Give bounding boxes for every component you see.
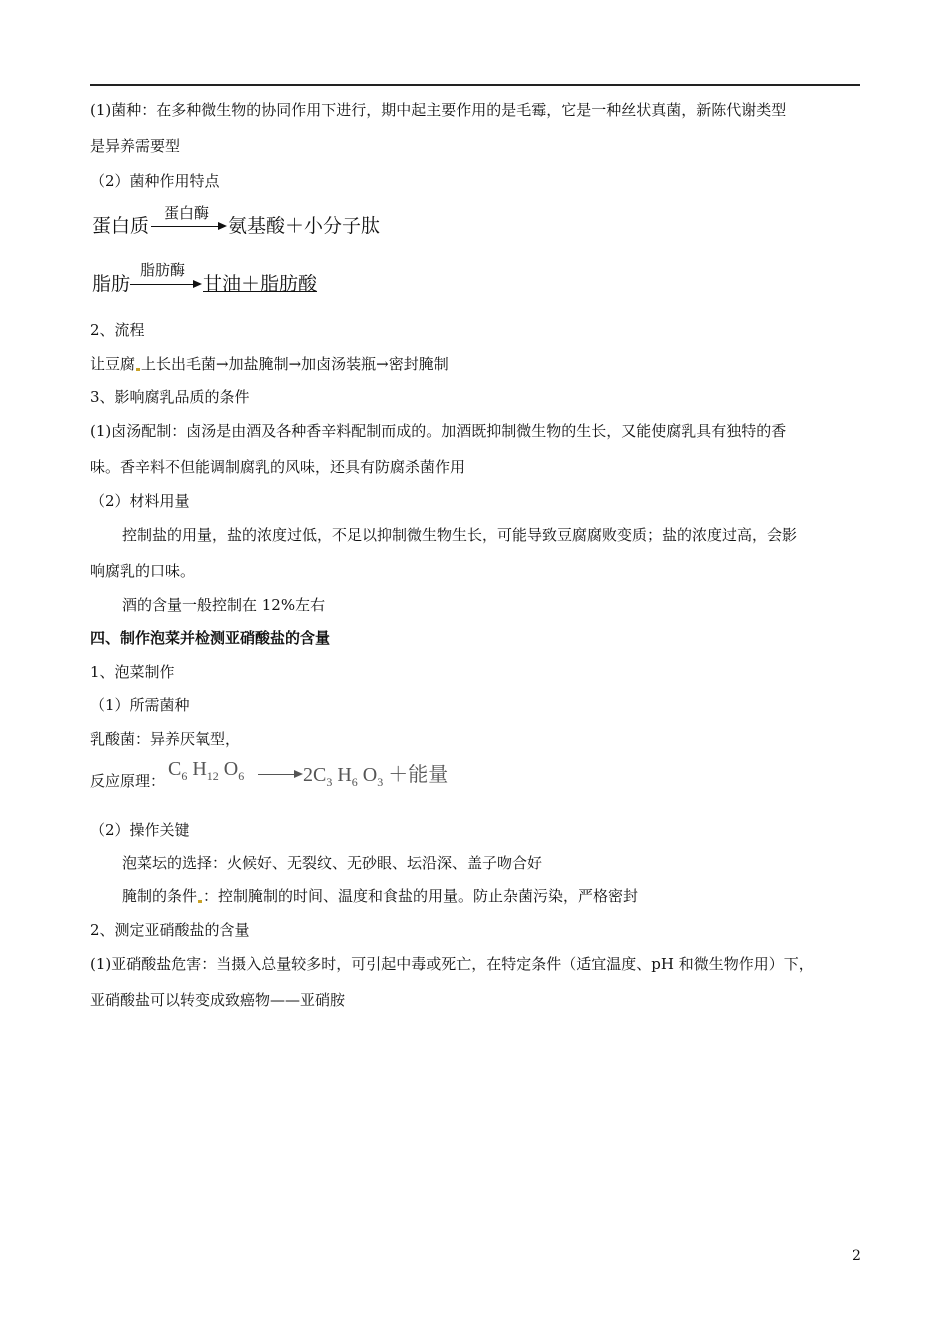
equation-arrow (258, 774, 296, 775)
arrow-head-icon (193, 280, 202, 288)
reaction-fat-arrow (130, 284, 194, 285)
header-rule (90, 84, 860, 86)
process-steps: 让豆腐 上长出毛菌→加盐腌制→加卤汤装瓶→密封腌制 (90, 355, 449, 373)
pickle-making-title: 1、泡菜制作 (90, 663, 175, 681)
section-heading-pickle: 四、制作泡菜并检测亚硝酸盐的含量 (90, 629, 331, 647)
reaction-protein-right: 氨基酸＋小分子肽 (228, 215, 381, 237)
reaction-fat-right: 甘油＋脂肪酸 (203, 273, 318, 295)
reaction-protein-enzyme: 蛋白酶 (164, 204, 210, 222)
material-title: （2）材料用量 (90, 492, 190, 510)
principle-label: 反应原理： (90, 772, 166, 790)
edit-mark-icon (136, 368, 140, 371)
arrow-head-icon (294, 770, 303, 778)
brine-line-1: (1)卤汤配制：卤汤是由酒及各种香辛料配制而成的。加酒既抑制微生物的生长，又能使腐乳具有独特的香 (90, 422, 787, 440)
pickling-conditions: 腌制的条件 ：控制腌制的时间、温度和食盐的用量。防止杂菌污染，严格密封 (122, 887, 639, 905)
alcohol-line: 酒的含量一般控制在 12%左右 (122, 596, 326, 614)
strain-feature-title: （2）菌种作用特点 (90, 172, 220, 190)
quality-title: 3、影响腐乳品质的条件 (90, 388, 250, 406)
lactic-bacteria: 乳酸菌：异养厌氧型， (90, 730, 241, 748)
reaction-fat-enzyme: 脂肪酶 (140, 261, 186, 279)
nitrite-harm-line-2: 亚硝酸盐可以转变成致癌物——亚硝胺 (90, 991, 346, 1009)
jar-selection: 泡菜坛的选择：火候好、无裂纹、无砂眼、坛沿深、盖子吻合好 (122, 854, 543, 872)
strain-needed-title: （1）所需菌种 (90, 696, 190, 714)
equation-product: $2C_3$ $H_6$ $O_3$ ＋能量 (303, 764, 449, 789)
reaction-fat-left: 脂肪 (92, 273, 131, 295)
equation-reactant: $C_6$ $H_{12}$ $O_6$ (168, 758, 245, 783)
strain-line-2: 是异养需要型 (90, 137, 181, 155)
reaction-protein-left: 蛋白质 (92, 215, 150, 237)
brine-line-2: 味。香辛料不但能调制腐乳的风味，还具有防腐杀菌作用 (90, 458, 466, 476)
edit-mark-icon (198, 900, 202, 903)
process-title: 2、流程 (90, 321, 145, 339)
salt-line-2: 响腐乳的口味。 (90, 562, 196, 580)
nitrite-title: 2、测定亚硝酸盐的含量 (90, 921, 250, 939)
strain-line-1: (1)菌种：在多种微生物的协同作用下进行，期中起主要作用的是毛霉，它是一种丝状真菌，新陈代谢类型 (90, 101, 787, 119)
operation-key-title: （2）操作关键 (90, 821, 190, 839)
reaction-protein-arrow (151, 226, 219, 227)
salt-line-1: 控制盐的用量，盐的浓度过低，不足以抑制微生物生长，可能导致豆腐腐败变质；盐的浓度过高，会影 (122, 526, 798, 544)
arrow-head-icon (218, 222, 227, 230)
page-number: 2 (852, 1248, 861, 1264)
nitrite-harm-line-1: (1)亚硝酸盐危害：当摄入总量较多时，可引起中毒或死亡，在特定条件（适宜温度、pH 和微生物作用）下， (90, 955, 814, 973)
